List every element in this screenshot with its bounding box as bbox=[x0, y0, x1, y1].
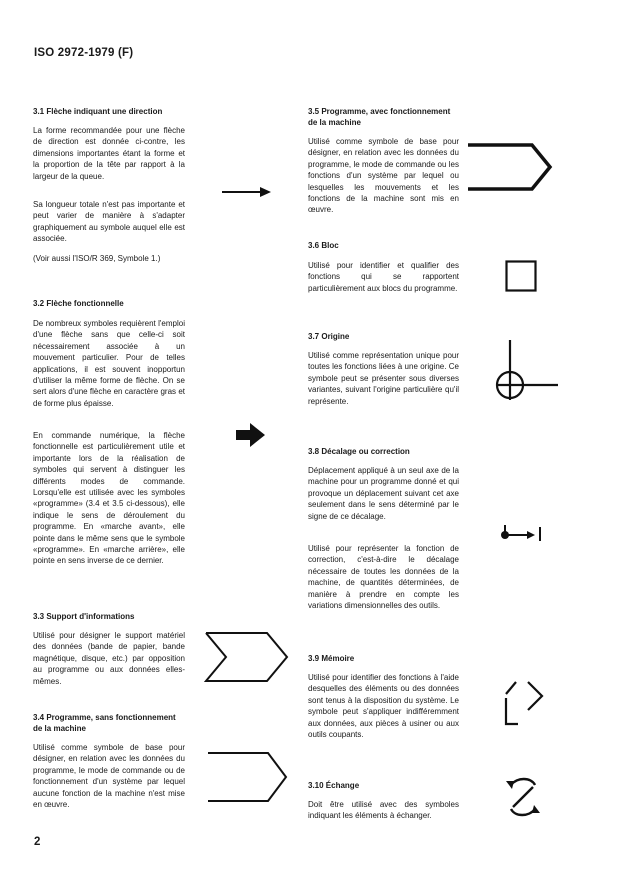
data-carrier-icon bbox=[205, 632, 289, 682]
section-3-1-title: 3.1 Flèche indiquant une direction bbox=[33, 107, 163, 116]
page-number: 2 bbox=[34, 836, 41, 848]
program-without-machine-icon bbox=[208, 752, 288, 802]
section-3-3-para-1: Utilisé pour désigner le support matériel des données (bande de papier, bande magnétique, disque, etc.) par opposition au programme ou aux données elles-mêmes. bbox=[33, 631, 185, 686]
section-3-9-para-1: Utilisé pour identifier des fonctions à l'aide desquelles des éléments ou des données sont tenus à la disposition du système. Le symbole peut s'appliquer indifféremment aux données, aux pièces à usiner ou aux outils coupants. bbox=[308, 673, 459, 740]
functional-arrow-icon bbox=[236, 423, 266, 447]
section-3-8-para-1: Déplacement appliqué à un seul axe de la machine pour un programme donné et qui provoque un déplacement suivant cet axe seulement dans le sens déterminé par le signe de ce décalage. bbox=[308, 466, 459, 521]
section-3-7-para-1: Utilisé comme représentation unique pour toutes les fonctions liées à une origine. Ce symbole peut se présenter sous diverses variantes, suivant l'origine particulière qu'il représente. bbox=[308, 351, 459, 406]
section-3-5-para-1: Utilisé comme symbole de base pour désigner, en relation avec les données du programme, le mode de commande ou les fonctions d'un système par lequel ou lesquelles les mouvements et les fonctions de la machine sont mis en œuvre. bbox=[308, 137, 459, 215]
program-with-machine-icon bbox=[468, 143, 554, 191]
section-3-2-para-2: En commande numérique, la flèche fonctionnelle est particulièrement utile et importante lors de la réalisation de symboles qui servent à distinguer les différents modes de commande. Lorsqu'elle est utilisée avec les symboles «programme» (3.4 et 3.5 ci-dessous), elle indique le sens de déroulement du programme. En «marche avant», elle pointe dans le même sens que le symbole «programme». En «marche arrière», elle pointe en sens inverse de ce dernier. bbox=[33, 431, 185, 566]
section-3-1-para-3: (Voir aussi l'ISO/R 369, Symbole 1.) bbox=[33, 254, 161, 263]
section-3-3-title: 3.3 Support d'informations bbox=[33, 612, 135, 621]
document-header: ISO 2972-1979 (F) bbox=[34, 47, 134, 59]
memory-icon bbox=[504, 680, 548, 728]
section-3-8-para-2: Utilisé pour représenter la fonction de correction, c'est-à-dire le décalage nécessaire de toutes les données de la machine, de quantités déterminées, de manière à prendre en compte les variations dimensionnelles des outils. bbox=[308, 544, 459, 611]
section-3-4-para-1: Utilisé comme symbole de base pour désigner, en relation avec les données du programme, le mode de commande ou de fonctionnement d'un système par lequel aucune fonction de la machine n'est mise en œuvre. bbox=[33, 743, 185, 810]
section-3-2-title: 3.2 Flèche fonctionnelle bbox=[33, 299, 124, 308]
direction-arrow-icon bbox=[222, 185, 272, 199]
section-3-6-para-1: Utilisé pour identifier et qualifier des fonctions qui se rapportent particulièrement aux blocs du programme. bbox=[308, 261, 459, 293]
offset-correction-icon bbox=[500, 523, 544, 543]
section-3-9-title: 3.9 Mémoire bbox=[308, 654, 355, 663]
section-3-8-title: 3.8 Décalage ou correction bbox=[308, 447, 410, 456]
section-3-10-para-1: Doit être utilisé avec des symboles indiquant les éléments à échanger. bbox=[308, 800, 459, 821]
section-3-5-title: 3.5 Programme, avec fonctionnement de la machine bbox=[308, 107, 451, 127]
section-3-6-title: 3.6 Bloc bbox=[308, 241, 339, 250]
section-3-4-title: 3.4 Programme, sans fonctionnement de la machine bbox=[33, 713, 176, 733]
exchange-icon bbox=[505, 775, 541, 819]
section-3-7-title: 3.7 Origine bbox=[308, 332, 350, 341]
section-3-1-para-2: Sa longueur totale n'est pas importante et peut varier de manière à s'adapter graphiquement au symbole auquel elle est associée. bbox=[33, 200, 185, 244]
section-3-10-title: 3.10 Échange bbox=[308, 781, 360, 790]
section-3-2-para-1: De nombreux symboles requièrent l'emploi d'une flèche sans que celle-ci soit nécessairement associée à un mouvement particulier. Pour de telles applications, il est souvent inopportun d'utiliser la même forme de flèche. On se sert alors d'une flèche en caractère gras et de forme plus épaisse. bbox=[33, 319, 185, 408]
block-square-icon bbox=[505, 260, 537, 292]
section-3-1-para-1: La forme recommandée pour une flèche de direction est donnée ci-contre, les dimensions importantes étant la forme et la proportion de la tête par rapport à la largeur de la queue. bbox=[33, 126, 185, 181]
origin-icon bbox=[490, 340, 560, 410]
